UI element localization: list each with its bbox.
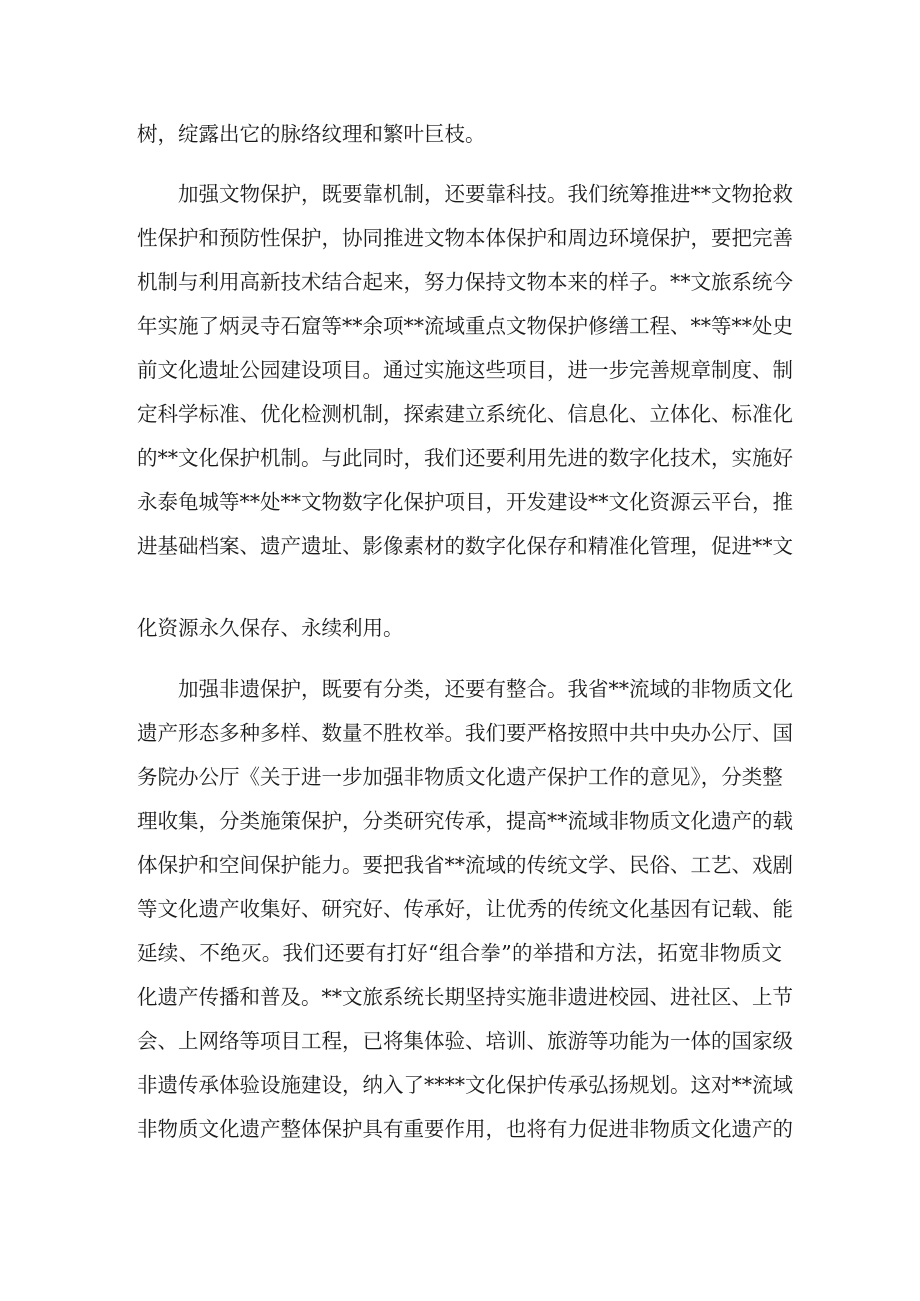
text-line: 前文化遗址公园建设项目。通过实施这些项目，进一步完善规章制度、制 [137, 358, 793, 382]
text-line: 树，绽露出它的脉络纹理和繁叶巨枝。 [137, 122, 486, 146]
text-line: 加强文物保护，既要靠机制，还要靠科技。我们统筹推进**文物抢救 [137, 182, 793, 206]
text-line: 理收集，分类施策保护，分类研究传承，提高**流域非物质文化遗产的载 [137, 809, 793, 833]
text-line: 进基础档案、遗产遗址、影像素材的数字化保存和精准化管理，促进**文 [137, 534, 793, 558]
text-line: 年实施了炳灵寺石窟等**余项**流域重点文物保护修缮工程、**等**处史 [137, 314, 793, 338]
text-line: 永泰龟城等**处**文物数字化保护项目，开发建设**文化资源云平台，推 [137, 490, 793, 514]
text-line: 化遗产传播和普及。**文旅系统长期坚持实施非遗进校园、进社区、上节 [137, 985, 793, 1009]
text-line: 务院办公厅《关于进一步加强非物质文化遗产保护工作的意见》，分类整 [137, 765, 783, 789]
text-line: 等文化遗产收集好、研究好、传承好，让优秀的传统文化基因有记载、能 [137, 897, 793, 921]
text-line: 定科学标准、优化检测机制，探索建立系统化、信息化、立体化、标准化 [137, 402, 793, 426]
text-line: 遗产形态多种多样、数量不胜枚举。我们要严格按照中共中央办公厅、国 [137, 721, 793, 745]
text-line: 加强非遗保护，既要有分类，还要有整合。我省**流域的非物质文化 [137, 677, 793, 701]
text-line: 非物质文化遗产整体保护具有重要作用，也将有力促进非物质文化遗产的 [137, 1117, 793, 1141]
text-line: 延续、不绝灭。我们还要有打好“组合拳”的举措和方法，拓宽非物质文 [137, 941, 782, 965]
text-line: 的**文化保护机制。与此同时，我们还要利用先进的数字化技术，实施好 [137, 446, 793, 470]
text-line: 非遗传承体验设施建设，纳入了****文化保护传承弘扬规划。这对**流域 [137, 1073, 793, 1097]
text-line: 机制与利用高新技术结合起来，努力保持文物本来的样子。**文旅系统今 [137, 270, 793, 294]
text-line: 体保护和空间保护能力。要把我省**流域的传统文学、民俗、工艺、戏剧 [137, 853, 793, 877]
text-line: 化资源永久保存、永续利用。 [137, 616, 404, 640]
text-line: 性保护和预防性保护，协同推进文物本体保护和周边环境保护，要把完善 [137, 226, 793, 250]
text-line: 会、上网络等项目工程，已将集体验、培训、旅游等功能为一体的国家级 [137, 1029, 793, 1053]
